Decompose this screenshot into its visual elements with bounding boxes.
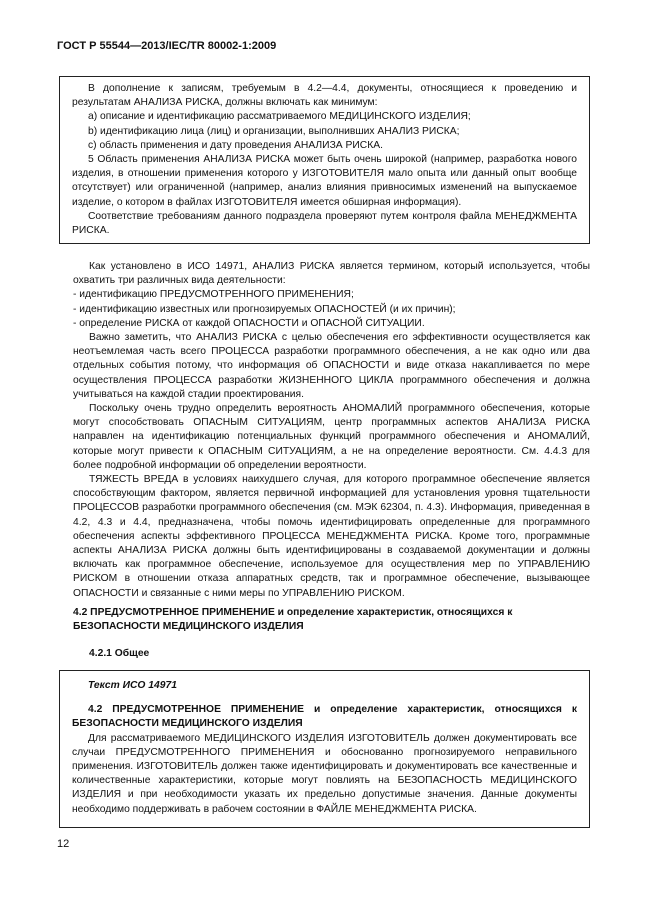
document-header: ГОСТ Р 55544—2013/IEC/TR 80002-1:2009 bbox=[57, 40, 277, 52]
box-paragraph: Для рассматриваемого МЕДИЦИНСКОГО ИЗДЕЛИЯ ИЗГОТОВИТЕЛЬ должен документировать все случаи ПРЕДУСМОТРЕННОГО ПРИМЕНЕНИЯ и обоснованно прогнозируемого неправильного применения. ИЗГОТОВИТЕЛЬ должен также идентифицировать и документировать все качественные и количественные характеристики, которые могут повлиять на БЕЗОПАСНОСТЬ МЕДИЦИНСКОГО ИЗДЕЛИЯ и при необходимости указать их предельно допустимые значения. Данные документы необходимо поддерживать в рабочем состоянии в ФАЙЛЕ МЕНЕДЖМЕНТА РИСКА. bbox=[72, 732, 577, 815]
box-title: Текст ИСО 14971 bbox=[88, 680, 177, 691]
section-heading-4-2: 4.2 ПРЕДУСМОТРЕННОЕ ПРИМЕНЕНИЕ и определение характеристик, относящихся к БЕЗОПАСНОСТИ МЕДИЦИНСКОГО ИЗДЕЛИЯ bbox=[73, 607, 513, 633]
main-text bbox=[73, 260, 590, 601]
box-paragraph: Соответствие требованиям данного подраздела проверяют путем контроля файла МЕНЕДЖМЕНТА РИСКА. bbox=[72, 210, 577, 237]
list-item: - идентификацию известных или прогнозируемых ОПАСНОСТЕЙ (и их причин); bbox=[73, 303, 456, 315]
paragraph: Важно заметить, что АНАЛИЗ РИСКА с целью обеспечения его эффективности осуществляется как неотъемлемая часть всего ПРОЦЕССА разработки программного обеспечения, а не как одно или два отдельных события потому, что информация об ОПАСНОСТИ и виде отказа накапливается по мере осуществления ПРОЦЕССА разработки ЖИЗНЕННОГО ЦИКЛА программного обеспечения и должна учитываться на каждой стадии проектирования. bbox=[73, 332, 590, 400]
list-item: - определение РИСКА от каждой ОПАСНОСТИ и ОПАСНОЙ СИТУАЦИИ. bbox=[73, 317, 425, 329]
section-heading-4-2-1: 4.2.1 Общее bbox=[89, 648, 150, 659]
box-paragraph: В дополнение к записям, требуемым в 4.2—4.4, документы, относящиеся к проведению и результатам АНАЛИЗА РИСКА, должны включать как минимум: bbox=[72, 83, 577, 109]
standard-text-box bbox=[59, 76, 590, 244]
list-item: - идентификацию ПРЕДУСМОТРЕННОГО ПРИМЕНЕНИЯ; bbox=[73, 289, 354, 301]
box-note: 5 Область применения АНАЛИЗА РИСКА может быть очень широкой (например, разработка нового изделия, в отношении применения которого у ИЗГОТОВИТЕЛЯ мало опыта или данный опыт вообще отсутствует) или ограниченной (например, анализ влияния привносимых изменений на выпускаемое изделие, о котором в файлах ИЗГОТОВИТЕЛЯ имеется обширная информация). bbox=[72, 154, 577, 208]
page-number: 12 bbox=[57, 838, 70, 850]
paragraph: ТЯЖЕСТЬ ВРЕДА в условиях наихудшего случая, для которого программное обеспечение является способствующим фактором, является первичной информацией для установления уровня тщательности ПРОЦЕССОВ разработки программного обеспечения (см. МЭК 62304, п. 4.3). Информация, приведенная в 4.2, 4.3 и 4.4, предназначена, чтобы помочь идентифицировать определенные для программного обеспечения аспекты эффективного ПРОЦЕССА МЕНЕДЖМЕНТА РИСКА. Кроме того, программные аспекты АНАЛИЗА РИСКА должны быть идентифицированы в создаваемой документации и должны включать как программное обеспечение, используемое для осуществления мер по УПРАВЛЕНИЮ РИСКОМ в отношении отказа аппаратных средств, так и программное обеспечение, вызывающее ОПАСНОСТИ и связанные с ними меры по УПРАВЛЕНИЮ РИСКОМ. bbox=[73, 474, 590, 599]
box-list-item: b) идентификацию лица (лиц) и организации, выполнивших АНАЛИЗ РИСКА; bbox=[88, 125, 460, 137]
box-list-item: c) область применения и дату проведения АНАЛИЗА РИСКА. bbox=[88, 139, 383, 151]
box-heading: 4.2 ПРЕДУСМОТРЕННОЕ ПРИМЕНЕНИЕ и определение характеристик, относящихся к БЕЗОПАСНОСТИ МЕДИЦИНСКОГО ИЗДЕЛИЯ bbox=[72, 704, 577, 730]
iso-text-box bbox=[59, 670, 590, 828]
paragraph: Поскольку очень трудно определить вероятность АНОМАЛИЙ программного обеспечения, которые могут способствовать ОПАСНЫМ СИТУАЦИЯМ, центр программных аспектов АНАЛИЗА РИСКА направлен на идентификацию потенциальных функций программного обеспечения и АНОМАЛИЙ, которые могут привести к ОПАСНЫМ СИТУАЦИЯМ, а не на определение вероятности. См. 4.4.3 для более подробной информации об определении вероятности. bbox=[73, 403, 590, 471]
paragraph: Как установлено в ИСО 14971, АНАЛИЗ РИСКА является термином, который используется, чтобы охватить три различных вида деятельности: bbox=[73, 261, 590, 287]
box-list-item: a) описание и идентификацию рассматриваемого МЕДИЦИНСКОГО ИЗДЕЛИЯ; bbox=[88, 111, 471, 123]
